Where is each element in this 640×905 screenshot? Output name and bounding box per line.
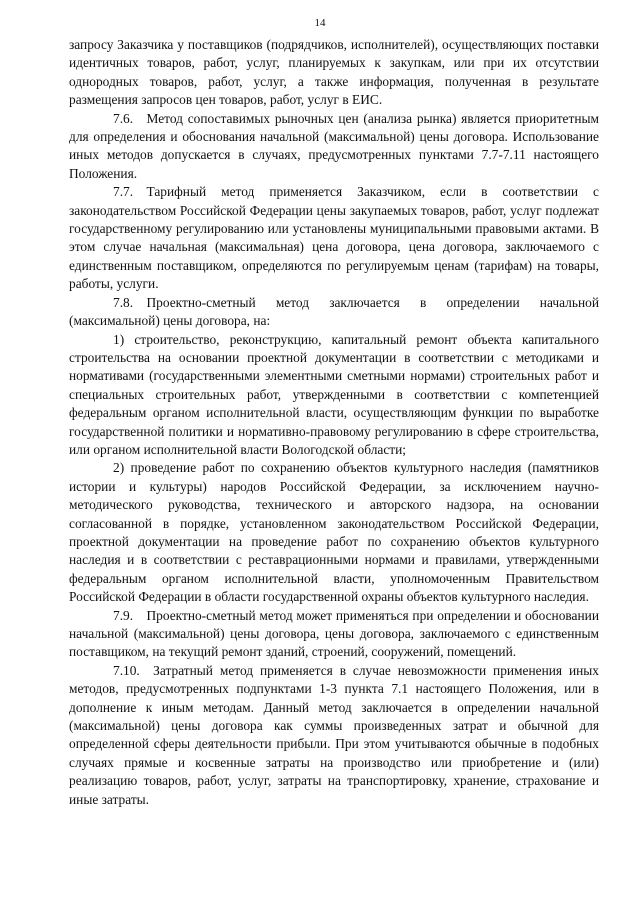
paragraph-continuation: запросу Заказчика у поставщиков (подрядчиков, исполнителей), осуществляющих поставки идентичных товаров, работ, услуг, планируемых к закупкам, или при их отсутствии однородных товаров, работ, услуг, а также информация, полученная в результате размещения запросов цен товаров, работ, услуг в ЕИС. [69, 37, 599, 108]
document-body [69, 36, 599, 809]
paragraph-7-10: 7.10. Затратный метод применяется в случае невозможности применения иных методов, предусмотренных подпунктами 1-3 пункта 7.1 настоящего Положения, или в дополнение к иным методам. Данный метод заключается в определении начальной (максимальной) цены договора как суммы произведенных затрат и обычной для определенной сферы деятельности прибыли. При этом учитываются обычные в подобных случаях прямые и косвенные затраты на производство или приобретение и (или) реализацию товаров, работ, услуг, затраты на транспортировку, хранение, страхование и иные затраты. [69, 662, 599, 807]
paragraph-7-6: 7.6. Метод сопоставимых рыночных цен (анализа рынка) является приоритетным для определения и обоснования начальной (максимальной) цены договора. Использование иных методов допускается в случаях, предусмотренных пунктами 7.7-7.11 настоящего Положения. [69, 110, 599, 181]
paragraph-7-8: 7.8. Проектно-сметный метод заключается в определении начальной (максимальной) цены договора, на: [69, 294, 599, 329]
page-number: 14 [314, 17, 326, 29]
paragraph-7-8-item-1: 1) строительство, реконструкцию, капитальный ремонт объекта капитального строительства на основании проектной документации в соответствии с методиками и нормативами (государственными элементными сметными нормами) строительных работ и специальных строительных работ, утвержденными в соответствии с компетенцией федеральным органом исполнительной власти, осуществляющим функции по выработке государственной политики и нормативно-правовому регулированию в сфере строительства, или органом исполнительной власти Вологодской области; [69, 331, 599, 457]
paragraph-7-8-item-2: 2) проведение работ по сохранению объектов культурного наследия (памятников истории и культуры) народов Российской Федерации, за исключением научно-методического руководства, технического и авторского надзора, на основании согласованной в порядке, установленном законодательством Российской Федерации, проектной документации на проведение работ по сохранению объектов культурного наследия и в соответствии с реставрационными нормами и правилами, утвержденными федеральным органом исполнительной власти, уполномоченным Правительством Российской Федерации в области государственной охраны объектов культурного наследия. [69, 460, 599, 605]
paragraph-7-9: 7.9. Проектно-сметный метод может применяться при определении и обосновании начальной (максимальной) цены договора, цены договора, заключаемого с единственным поставщиком, на текущий ремонт зданий, строений, сооружений, помещений. [69, 607, 599, 660]
paragraph-7-7: 7.7. Тарифный метод применяется Заказчиком, если в соответствии с законодательством Российской Федерации цены закупаемых товаров, работ, услуг подлежат государственному регулированию или установлены муниципальными правовыми актами. В этом случае начальная (максимальная) цена договора, цена договора, заключаемого с единственным поставщиком, определяются по регулируемым ценам (тарифам) на товары, работы, услуги. [69, 184, 599, 292]
